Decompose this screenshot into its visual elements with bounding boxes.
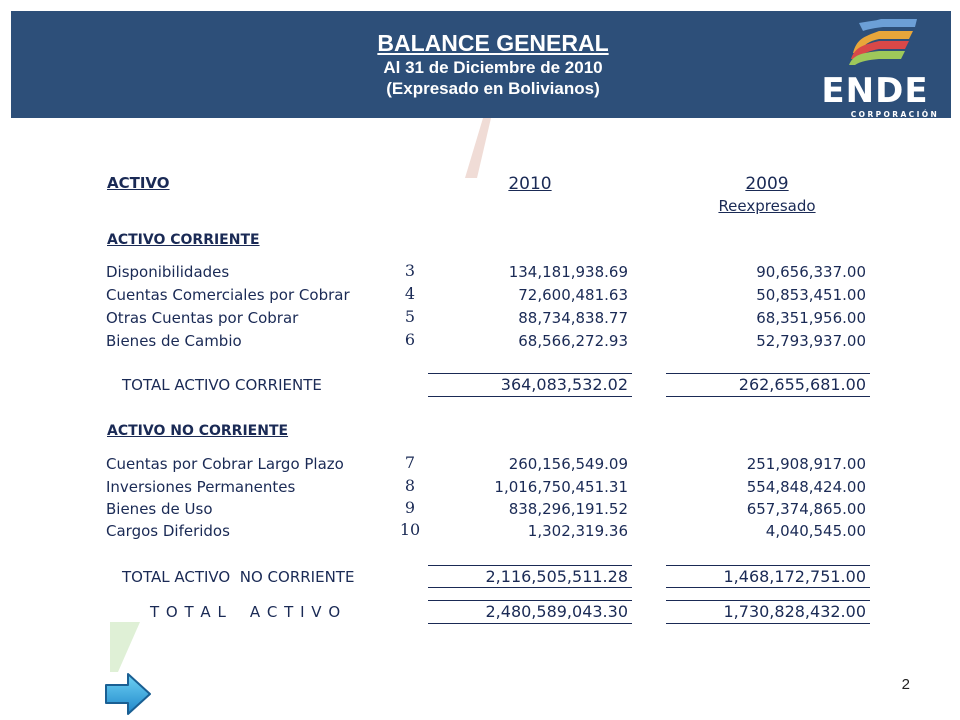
row-value-2009: 90,656,337.00 (756, 263, 866, 281)
row-note: 9 (404, 498, 416, 517)
row-value-2009: 50,853,451.00 (756, 286, 866, 304)
total-current-label: TOTAL ACTIVO CORRIENTE (122, 376, 322, 394)
row-note: 8 (404, 476, 416, 495)
row-label: Cuentas Comerciales por Cobrar (106, 286, 350, 304)
grand-total-label: T O T A L A C T I V O (150, 603, 342, 621)
watermark-shape-bottom (110, 622, 150, 672)
report-date: Al 31 de Diciembre de 2010 (383, 58, 603, 77)
total-current-2010: 364,083,532.02 (500, 375, 628, 394)
row-value-2009: 4,040,545.00 (765, 522, 866, 540)
row-value-2010: 68,566,272.93 (518, 332, 628, 350)
row-note: 10 (399, 520, 421, 539)
row-value-2010: 838,296,191.52 (508, 500, 628, 518)
row-note: 3 (404, 261, 416, 280)
row-label: Otras Cuentas por Cobrar (106, 309, 299, 327)
ende-logo (801, 19, 949, 119)
row-label: Cuentas por Cobrar Largo Plazo (106, 455, 344, 473)
row-label: Inversiones Permanentes (106, 478, 296, 496)
grand-total-2010: 2,480,589,043.30 (485, 602, 628, 621)
grand-total-top-rule-2010 (428, 600, 632, 601)
logo-subtext: CORPORACIÓN (850, 110, 940, 119)
watermark-shape-top (455, 118, 495, 178)
total-top-rule-2010 (428, 373, 632, 374)
grand-total-2009: 1,730,828,432.00 (723, 602, 866, 621)
logo-wordmark: ENDE (821, 71, 929, 111)
row-note: 5 (404, 307, 416, 326)
column-header-2010: 2010 (508, 174, 552, 194)
total-bottom-rule-2009 (666, 396, 870, 397)
row-value-2010: 134,181,938.69 (508, 263, 628, 281)
row-label: Bienes de Uso (106, 500, 213, 518)
row-note: 4 (404, 284, 416, 303)
total-noncurrent-label: TOTAL ACTIVO NO CORRIENTE (122, 568, 355, 586)
row-value-2010: 72,600,481.63 (518, 286, 628, 304)
section-heading-noncurrent: ACTIVO NO CORRIENTE (107, 423, 289, 439)
row-value-2010: 260,156,549.09 (508, 455, 628, 473)
total-current-2009: 262,655,681.00 (738, 375, 866, 394)
row-value-2009: 52,793,937.00 (756, 332, 866, 350)
row-value-2010: 1,302,319.36 (527, 522, 628, 540)
row-value-2010: 88,734,838.77 (518, 309, 628, 327)
total-nc-top-rule-2009 (666, 565, 870, 566)
section-heading-current: ACTIVO CORRIENTE (107, 232, 260, 248)
column-header-2009-note: Reexpresado (718, 197, 816, 215)
row-label: Cargos Diferidos (106, 522, 230, 540)
row-value-2009: 657,374,865.00 (746, 500, 866, 518)
report-title: BALANCE GENERAL (377, 30, 609, 56)
page-number: 2 (901, 676, 910, 693)
row-value-2009: 68,351,956.00 (756, 309, 866, 327)
total-noncurrent-2010: 2,116,505,511.28 (485, 567, 628, 586)
next-arrow-icon[interactable] (104, 672, 152, 716)
currency-note: (Expresado en Bolivianos) (386, 79, 600, 98)
row-value-2009: 251,908,917.00 (746, 455, 866, 473)
total-nc-bottom-rule-2009 (666, 587, 870, 588)
grand-total-top-rule-2009 (666, 600, 870, 601)
column-header-2009: 2009 (745, 174, 789, 194)
total-top-rule-2009 (666, 373, 870, 374)
row-label: Disponibilidades (106, 263, 230, 281)
row-value-2010: 1,016,750,451.31 (494, 478, 628, 496)
ende-logo-icon (839, 19, 919, 71)
grand-total-bottom-rule-2010 (428, 623, 632, 624)
header-banner (11, 11, 951, 118)
total-nc-bottom-rule-2010 (428, 587, 632, 588)
row-note: 6 (404, 330, 416, 349)
row-value-2009: 554,848,424.00 (746, 478, 866, 496)
total-noncurrent-2009: 1,468,172,751.00 (723, 567, 866, 586)
grand-total-bottom-rule-2009 (666, 623, 870, 624)
section-label-activo: ACTIVO (107, 174, 170, 192)
total-nc-top-rule-2010 (428, 565, 632, 566)
row-label: Bienes de Cambio (106, 332, 242, 350)
row-note: 7 (404, 453, 416, 472)
total-bottom-rule-2010 (428, 396, 632, 397)
